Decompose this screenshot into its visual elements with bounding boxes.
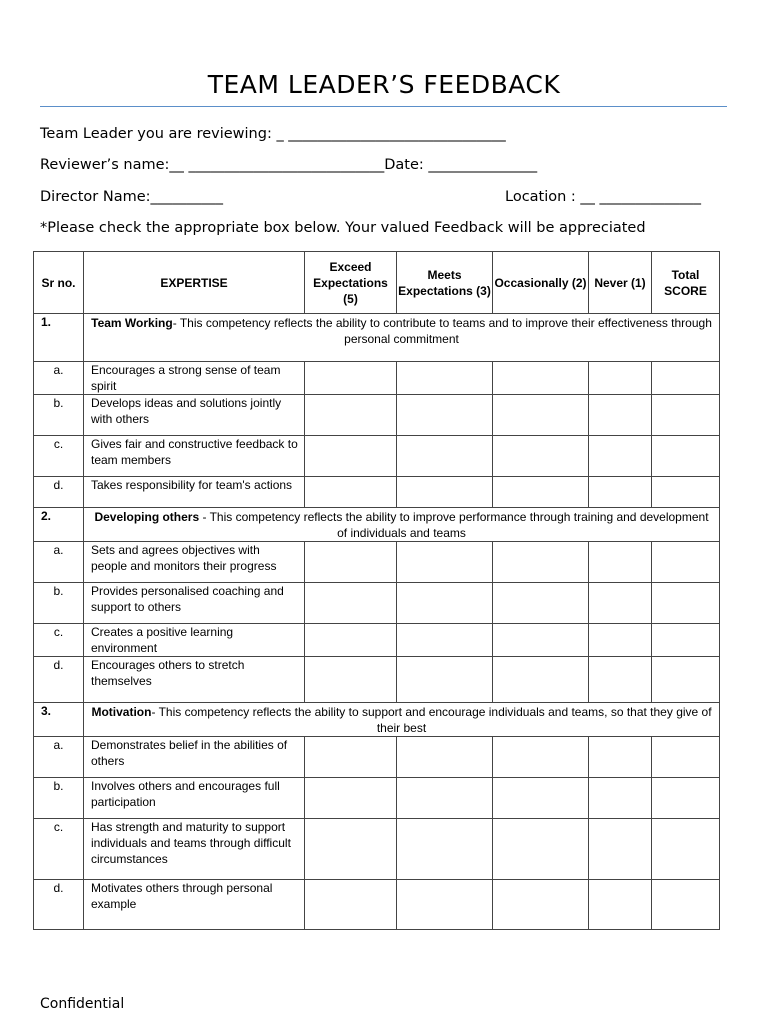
header-total-score: Total SCORE: [652, 252, 720, 314]
item-letter: a.: [34, 542, 84, 583]
section-row: [34, 508, 720, 542]
total-score-box[interactable]: [652, 819, 720, 880]
item-letter: d.: [34, 657, 84, 703]
item-text: Takes responsibility for team's actions: [84, 477, 305, 508]
reviewer-name-date-field[interactable]: Reviewer’s name:__ ___________________________Date: _______________: [40, 157, 538, 173]
header-expertise: EXPERTISE: [84, 252, 305, 314]
total-score-box[interactable]: [652, 436, 720, 477]
header-exceed-expectations: Exceed Expectations (5): [305, 252, 397, 314]
total-score-box[interactable]: [652, 395, 720, 436]
item-text: Motivates others through personal example: [84, 880, 305, 930]
occasionally-box[interactable]: [493, 657, 589, 703]
table-row: [34, 395, 720, 436]
exceed-box[interactable]: [305, 880, 397, 930]
never-box[interactable]: [589, 477, 652, 508]
header-sr-no: Sr no.: [34, 252, 84, 314]
section-number: 3.: [34, 703, 84, 737]
section-description: - This competency reflects the ability to support and encourage individuals and teams, so that they give of their best: [151, 705, 712, 735]
meets-box[interactable]: [397, 542, 493, 583]
exceed-box[interactable]: [305, 362, 397, 395]
item-text: Encourages others to stretch themselves: [84, 657, 305, 703]
table-row: [34, 624, 720, 657]
exceed-box[interactable]: [305, 583, 397, 624]
never-box[interactable]: [589, 819, 652, 880]
item-letter: b.: [34, 395, 84, 436]
item-letter: a.: [34, 737, 84, 778]
meets-box[interactable]: [397, 477, 493, 508]
total-score-box[interactable]: [652, 362, 720, 395]
exceed-box[interactable]: [305, 436, 397, 477]
meets-box[interactable]: [397, 624, 493, 657]
meets-box[interactable]: [397, 819, 493, 880]
page-title: TEAM LEADER’S FEEDBACK: [207, 70, 561, 99]
table-row: [34, 542, 720, 583]
meets-box[interactable]: [397, 657, 493, 703]
exceed-box[interactable]: [305, 819, 397, 880]
table-row: [34, 362, 720, 395]
never-box[interactable]: [589, 542, 652, 583]
occasionally-box[interactable]: [493, 362, 589, 395]
total-score-box[interactable]: [652, 880, 720, 930]
item-text: Sets and agrees objectives with people and monitors their progress: [84, 542, 305, 583]
team-leader-field[interactable]: Team Leader you are reviewing: _ ______________________________: [40, 126, 506, 142]
item-letter: d.: [34, 880, 84, 930]
occasionally-box[interactable]: [493, 583, 589, 624]
exceed-box[interactable]: [305, 737, 397, 778]
total-score-box[interactable]: [652, 624, 720, 657]
section-name: Team Working: [91, 316, 173, 330]
table-row: [34, 477, 720, 508]
total-score-box[interactable]: [652, 778, 720, 819]
never-box[interactable]: [589, 737, 652, 778]
occasionally-box[interactable]: [493, 737, 589, 778]
never-box[interactable]: [589, 778, 652, 819]
exceed-box[interactable]: [305, 624, 397, 657]
feedback-table-container: [33, 251, 719, 930]
section-description: - This competency reflects the ability to improve performance through training and development of individuals and teams: [199, 510, 709, 540]
section-number: 2.: [34, 508, 84, 542]
meets-box[interactable]: [397, 436, 493, 477]
exceed-box[interactable]: [305, 542, 397, 583]
header-occasionally: Occasionally (2): [493, 252, 589, 314]
occasionally-box[interactable]: [493, 880, 589, 930]
item-letter: a.: [34, 362, 84, 395]
occasionally-box[interactable]: [493, 436, 589, 477]
occasionally-box[interactable]: [493, 819, 589, 880]
total-score-box[interactable]: [652, 657, 720, 703]
section-name: Developing others: [94, 510, 200, 524]
never-box[interactable]: [589, 880, 652, 930]
item-letter: c.: [34, 436, 84, 477]
header-never: Never (1): [589, 252, 652, 314]
never-box[interactable]: [589, 657, 652, 703]
table-row: [34, 819, 720, 880]
instructions-text: *Please check the appropriate box below. Your valued Feedback will be appreciated: [40, 220, 646, 236]
table-row: [34, 778, 720, 819]
item-letter: b.: [34, 583, 84, 624]
table-body: [34, 314, 720, 930]
meets-box[interactable]: [397, 583, 493, 624]
never-box[interactable]: [589, 395, 652, 436]
location-field[interactable]: Location : __ ______________: [505, 189, 702, 205]
section-name: Motivation: [91, 705, 152, 719]
meets-box[interactable]: [397, 778, 493, 819]
occasionally-box[interactable]: [493, 477, 589, 508]
total-score-box[interactable]: [652, 737, 720, 778]
section-number: 1.: [34, 314, 84, 362]
section-description-cell: [84, 508, 720, 542]
item-letter: c.: [34, 819, 84, 880]
meets-box[interactable]: [397, 737, 493, 778]
item-text: Develops ideas and solutions jointly with others: [84, 395, 305, 436]
occasionally-box[interactable]: [493, 395, 589, 436]
never-box[interactable]: [589, 362, 652, 395]
total-score-box[interactable]: [652, 477, 720, 508]
occasionally-box[interactable]: [493, 624, 589, 657]
never-box[interactable]: [589, 583, 652, 624]
meets-box[interactable]: [397, 880, 493, 930]
footer-confidential: Confidential: [40, 996, 125, 1012]
exceed-box[interactable]: [305, 657, 397, 703]
never-box[interactable]: [589, 436, 652, 477]
table-header-row: [34, 252, 720, 314]
item-text: Involves others and encourages full participation: [84, 778, 305, 819]
table-row: [34, 880, 720, 930]
section-row: [34, 703, 720, 737]
header-meets-expectations: Meets Expectations (3): [397, 252, 493, 314]
total-score-box[interactable]: [652, 583, 720, 624]
section-row: [34, 314, 720, 362]
item-text: Encourages a strong sense of team spirit: [84, 362, 305, 395]
item-text: Demonstrates belief in the abilities of others: [84, 737, 305, 778]
meets-box[interactable]: [397, 395, 493, 436]
occasionally-box[interactable]: [493, 542, 589, 583]
section-description: - This competency reflects the ability to contribute to teams and to improve their effectiveness through personal commitment: [172, 316, 712, 346]
table-row: [34, 737, 720, 778]
director-name-field[interactable]: Director Name:__________: [40, 189, 224, 205]
item-letter: c.: [34, 624, 84, 657]
exceed-box[interactable]: [305, 477, 397, 508]
total-score-box[interactable]: [652, 542, 720, 583]
exceed-box[interactable]: [305, 395, 397, 436]
item-text: Provides personalised coaching and support to others: [84, 583, 305, 624]
table-row: [34, 436, 720, 477]
section-description-cell: [84, 314, 720, 362]
feedback-table: [33, 251, 720, 930]
section-description-cell: [84, 703, 720, 737]
exceed-box[interactable]: [305, 778, 397, 819]
meets-box[interactable]: [397, 362, 493, 395]
item-text: Creates a positive learning environment: [84, 624, 305, 657]
occasionally-box[interactable]: [493, 778, 589, 819]
item-text: Has strength and maturity to support individuals and teams through difficult circumstances: [84, 819, 305, 880]
table-row: [34, 583, 720, 624]
title-divider: [40, 106, 727, 107]
table-row: [34, 657, 720, 703]
item-letter: d.: [34, 477, 84, 508]
never-box[interactable]: [589, 624, 652, 657]
item-letter: b.: [34, 778, 84, 819]
item-text: Gives fair and constructive feedback to team members: [84, 436, 305, 477]
